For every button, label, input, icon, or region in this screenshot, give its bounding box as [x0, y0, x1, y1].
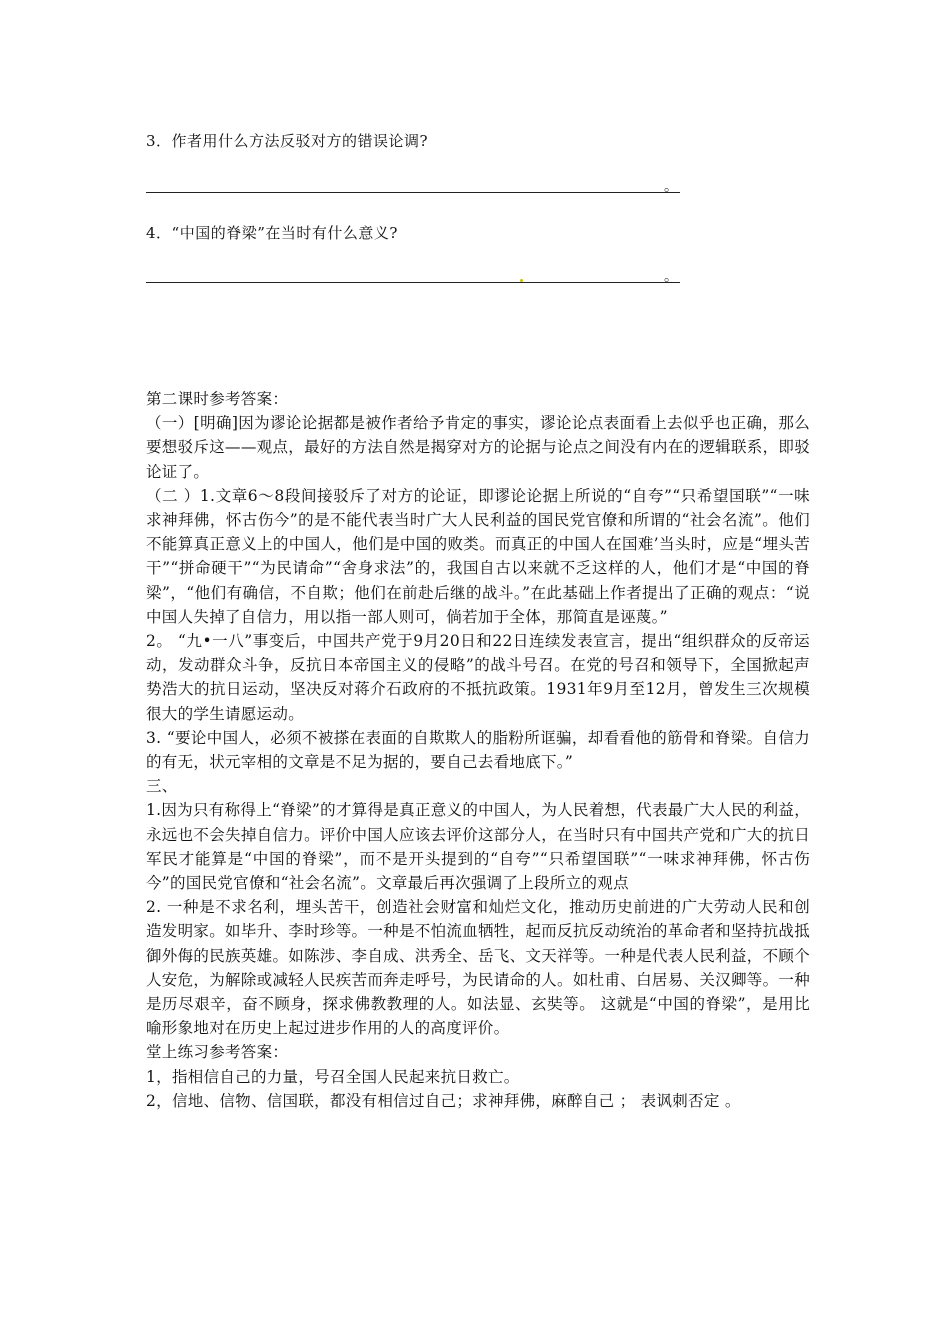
answer-key	[146, 387, 810, 1113]
answer-line-3	[146, 192, 680, 193]
lesson2-title: 第二课时参考答案：	[146, 390, 289, 408]
answer-line-4-end: 。	[664, 269, 678, 285]
practice-answer-2: 2，信地、信物、信国联，都没有相信过自己；求神拜佛，麻醉自己 ； 表讽刺否定 。	[146, 1091, 741, 1110]
practice-answer-1: 1，指相信自己的力量，号召全国人民起来抗日救亡。	[146, 1067, 520, 1086]
lesson2-answer-3: 2。 “九•一八”事变后，中国共产党于9月20日和22日连续发表宣言，提出“组织群众的反帝运动，发动群众斗争，反抗日本帝国主义的侵略”的战斗号召。在党的号召和领导下，全国掀起声势浩大的抗日运动，坚决反对蒋介石政府的不抵抗政策。1931年9月至12月，曾发生三次规模很大的学生请愿运动。	[146, 632, 810, 723]
section3-answer-2: 2. 一种是不求名利，埋头苦干，创造社会财富和灿烂文化，推动历史前进的广大劳动人民和创造发明家。如毕升、李时珍等。一种是不怕流血牺牲，起而反抗反动统治的革命者和坚持抗战抵御外侮的民族英雄。如陈涉、李自成、洪秀全、岳飞、文天祥等。一种是代表人民利益，不顾个人安危，为解除或减轻人民疾苦而奔走呼号，为民请命的人。如杜甫、白居易、关汉卿等。一种是历尽艰辛，奋不顾身，探求佛教教理的人。如法显、玄奘等。 这就是“中国的脊梁”，是用比喻形象地对在历史上起过进步作用的人的高度评价。	[146, 898, 810, 1038]
question-4: 4．“中国的脊梁”在当时有什么意义?	[146, 224, 398, 242]
answer-line-4	[146, 282, 680, 283]
practice-title: 堂上练习参考答案：	[146, 1043, 289, 1062]
section3-heading: 三、	[146, 777, 178, 796]
lesson2-answer-4: 3. “要论中国人，必须不被搽在表面的自欺欺人的脂粉所诓骗，却看看他的筋骨和脊梁。自信力的有无，状元宰相的文章是不足为据的，要自己去看地底下。”	[146, 728, 810, 772]
question-3: 3．作者用什么方法反驳对方的错误论调?	[146, 132, 429, 150]
section3-answer-1: 1.因为只有称得上“脊梁”的才算得是真正意义的中国人，为人民着想，代表最广大人民的利益，永远也不会失掉自信力。评价中国人应该去评价这部分人，在当时只有中国共产党和广大的抗日军民才能算是“中国的脊梁”，而不是开头提到的“自夸”“只希望国联”“一味求神拜佛，怀古伤今”的国民党官僚和“社会名流”。文章最后再次强调了上段所立的观点	[146, 801, 810, 893]
lesson2-answer-2: （二 ）1.文章6～8段间接驳斥了对方的论证，即谬论论据上所说的“自夸”“只希望国联”“一味求神拜佛，怀古伤今”的是不能代表当时广大人民利益的国民党官僚和所谓的“社会名流”。他们不能算真正意义上的中国人，他们是中国的败类。而真正的中国人在国难’当头时，应是“埋头苦干”“拼命硬干”“为民请命”“舍身求法”的，我国自古以来就不乏这样的人，他们才是“中国的脊梁”，“他们有确信，不自欺；他们在前赴后继的战斗。”在此基础上作者提出了正确的观点：“说中国人失掉了自信力，用以指一部人则可，倘若加于全体，那简直是诬蔑。”	[146, 486, 810, 626]
scan-speck	[520, 279, 523, 282]
answer-line-3-end: 。	[664, 179, 678, 195]
lesson2-answer-1: （一）[明确]因为谬论论据都是被作者给予肯定的事实，谬论论点表面看上去似乎也正确，那么要想驳斥这——观点，最好的方法自然是揭穿对方的论据与论点之间没有内在的逻辑联系，即驳论证了。	[146, 414, 810, 481]
